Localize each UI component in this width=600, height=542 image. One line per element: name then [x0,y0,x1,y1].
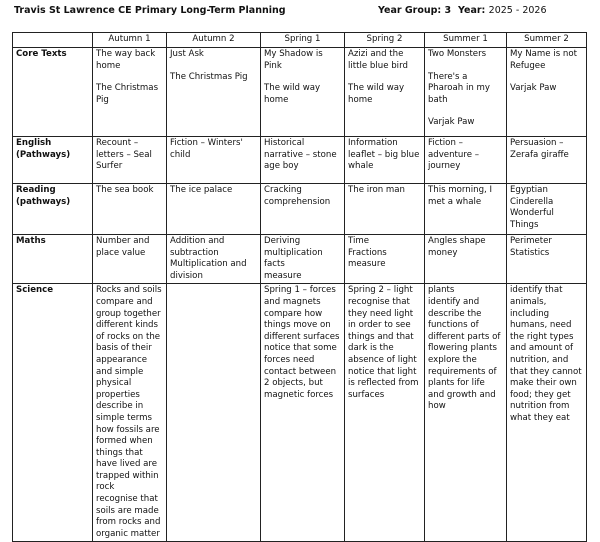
cell-text [428,61,503,72]
cell-text: Varjak Paw [428,117,475,128]
column-header-summer2: Summer 2 [507,33,587,48]
table-cell [167,184,261,235]
column-header-spring1: Spring 1 [261,33,345,48]
row-subject: English (Pathways) [13,137,93,184]
row-subject: Maths [13,235,93,284]
cell-text: The ice palace [170,185,233,195]
cell-text: identify and describe the functions of different parts of flowering plants [428,296,501,354]
cell-text: Historical narrative – stone age boy [264,138,337,172]
cell-text: Azizi and the little blue bird [348,49,408,71]
page-header [0,0,600,22]
column-header-spring2: Spring 2 [345,33,425,48]
cell-text [96,72,163,83]
column-header-autumn2: Autumn 2 [167,33,261,48]
table-cell [507,48,587,137]
cell-text: The wild way home [348,83,405,105]
cell-text: notice that light is reflected from surfaces [348,366,419,400]
table-cell [167,137,261,184]
column-header-summer1: Summer 1 [425,33,507,48]
cell-text: Time [348,236,370,246]
cell-text: Egyptian Cinderella [510,185,554,207]
cell-text: This morning, I met a whale [428,185,493,207]
cell-text: Just Ask [170,49,204,59]
school-title: Travis St Lawrence CE Primary Long-Term Planning [14,5,286,16]
table-cell [261,235,345,284]
cell-text: recognise that they need light in order to see things and that dark is the absence of light [348,296,417,365]
cell-text: My Shadow is Pink [264,49,323,71]
cell-text [348,72,421,83]
cell-text: recognise that soils are made from rocks and organic matter [96,494,161,539]
cell-text: The way back home [96,49,156,71]
table-cell [425,48,507,137]
cell-text: Cracking comprehension [264,185,331,207]
cell-text: Rocks and soils [96,285,162,296]
cell-text [170,61,257,72]
cell-text: Wonderful Things [510,208,554,230]
cell-text: There's a Pharoah in my bath [428,71,490,105]
year-group-label: Year Group: [378,5,442,16]
column-header-autumn1: Autumn 1 [93,33,167,48]
cell-text: Persuasion – Zerafa giraffe [510,138,569,160]
year-group-value: 3 [444,5,452,16]
cell-text: notice that some forces need contact between 2 objects, but magnetic forces [264,343,337,400]
cell-text: Fiction – adventure – journey [428,138,480,172]
cell-text: Deriving multiplication facts [264,236,323,270]
academic-year [458,5,547,16]
table-cell [425,184,507,235]
cell-text: measure [264,270,302,281]
cell-text: The Christmas Pig [170,71,248,82]
row-subject: Science [13,284,93,542]
cell-text [428,106,503,117]
table-cell [507,184,587,235]
table-cell [345,48,425,137]
table-cell [93,235,167,284]
cell-text: Spring 1 – forces and magnets [264,285,336,307]
cell-text: The Christmas Pig [96,83,159,105]
table-cell [345,137,425,184]
cell-text: explore the requirements of plants for life and growth and how [428,354,497,412]
cell-text: Fractions [348,247,387,258]
column-header [13,33,93,48]
row-subject: Reading (pathways) [13,184,93,235]
year-group [378,5,451,16]
table-cell [425,235,507,284]
row-subject: Core Texts [13,48,93,137]
table-header-row [13,33,587,48]
cell-text: measure [348,259,386,270]
table-row [13,137,587,184]
cell-text: compare and group together different kinds of rocks on the basis of their appearance and simple physical properties [96,296,161,400]
cell-text: The iron man [348,185,405,195]
cell-text [510,72,583,83]
year-value: 2025 - 2026 [488,5,547,16]
table-row [13,235,587,284]
planning-table [12,32,587,542]
table-cell [93,48,167,137]
cell-text: Information leaflet – big blue whale [348,138,420,172]
cell-text: My Name is not Refugee [510,49,577,71]
table-cell [425,137,507,184]
table-cell [93,184,167,235]
table-cell [345,184,425,235]
table-cell [261,137,345,184]
cell-text: Number and place value [96,236,150,258]
table-cell [261,184,345,235]
table-cell [93,137,167,184]
table-cell [507,235,587,284]
table-row [13,184,587,235]
year-label: Year: [458,5,486,16]
cell-text [264,72,341,83]
cell-text: Addition and subtraction [170,236,225,258]
table-cell [167,235,261,284]
table-cell [261,48,345,137]
cell-text: The sea book [96,185,154,195]
table-cell [345,235,425,284]
cell-text: Spring 2 – light [348,285,413,296]
cell-text: Recount – letters – Seal Surfer [96,138,152,172]
cell-text: Angles shape money [428,236,486,258]
cell-text: Fiction – Winters' child [170,138,243,160]
table-cell [507,137,587,184]
cell-text: describe in simple terms how fossils are formed when things that have lived are trapped within rock [96,401,160,493]
cell-text: Multiplication and division [170,259,247,281]
cell-text: identify that animals, including humans, need the right types and amount of nutrition, and that they cannot make their own food; they get nutrition from what they eat [510,285,582,423]
table-row [13,48,587,137]
cell-text: Perimeter [510,236,552,246]
cell-text: Statistics [510,247,550,258]
table-cell [167,48,261,137]
cell-text: compare how things move on different surfaces [264,308,340,342]
cell-text: plants [428,285,455,296]
cell-text: The wild way home [264,83,321,105]
cell-text: Varjak Paw [510,83,557,94]
cell-text: Two Monsters [428,49,487,59]
